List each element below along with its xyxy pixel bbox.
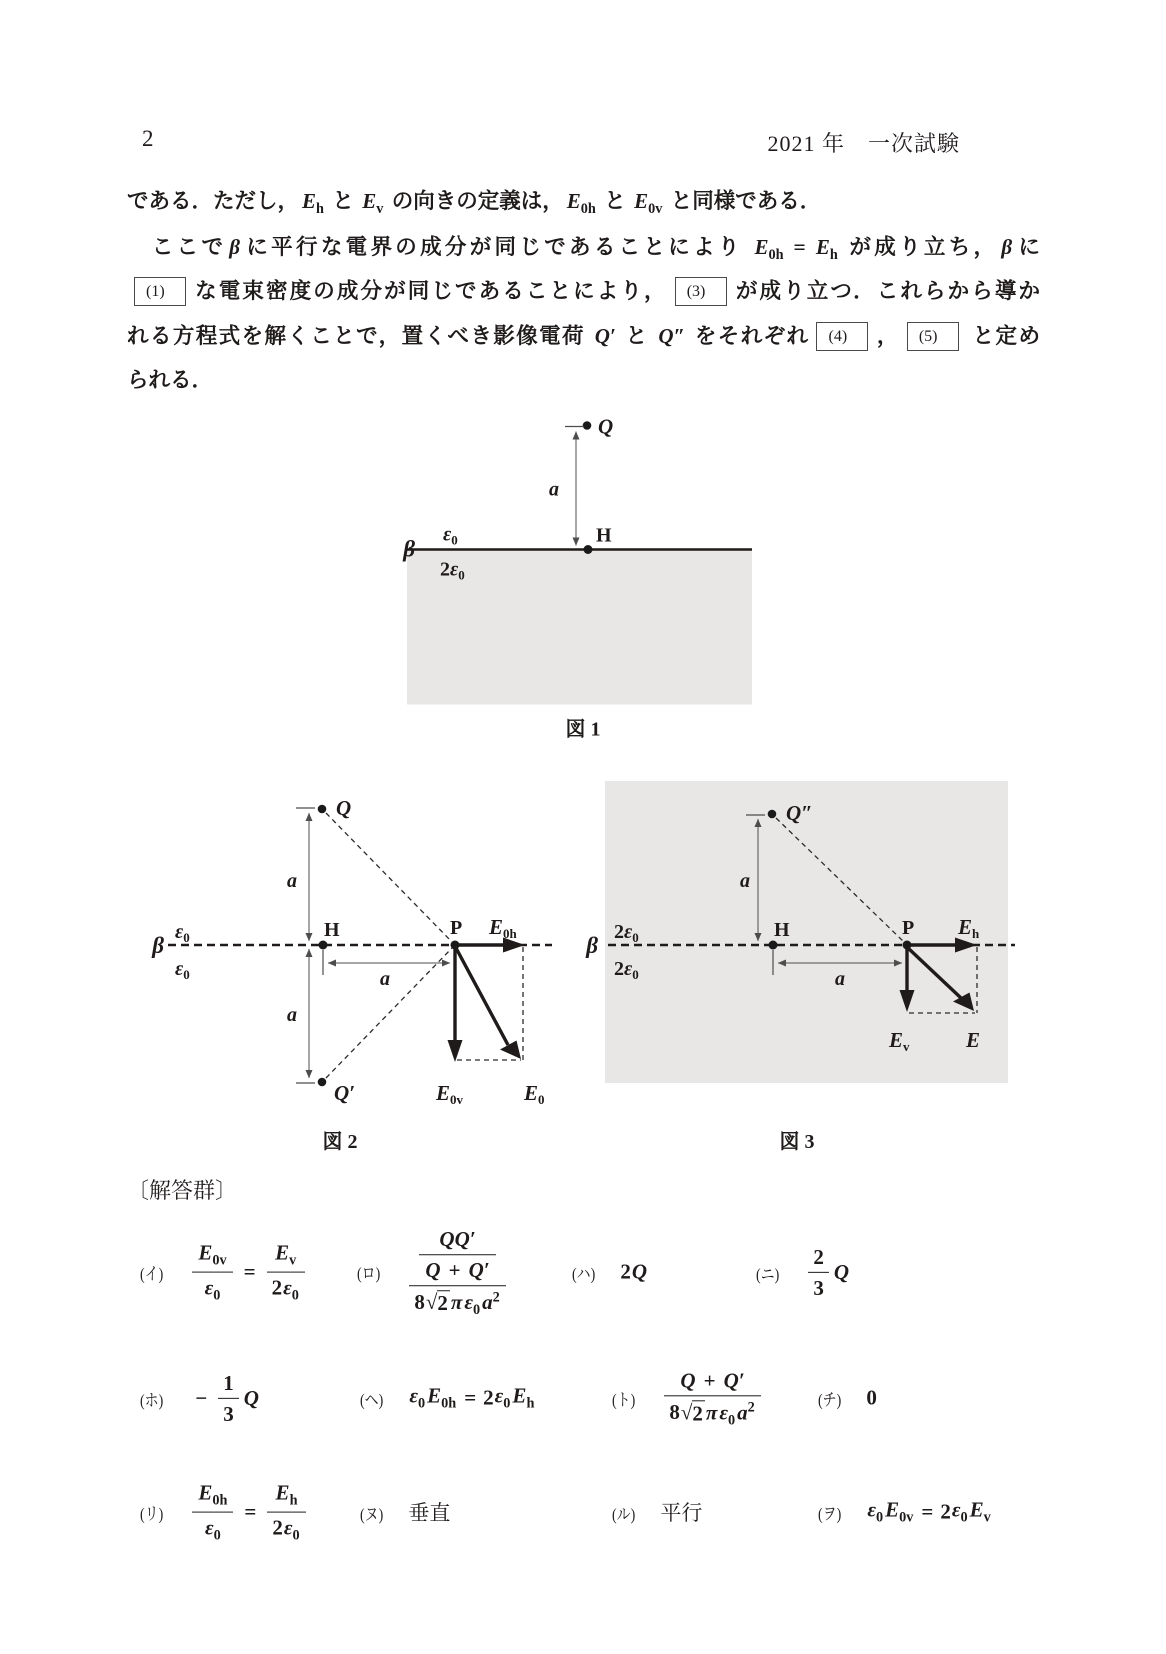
option-marker-nu: (ヌ) xyxy=(360,1504,384,1524)
answer-option-nu xyxy=(360,1497,450,1527)
fig2-e0h-label: E0h xyxy=(489,915,517,941)
answer-option-ru xyxy=(612,1497,702,1527)
fig1-charge-q-point xyxy=(583,421,592,430)
option-marker-ha: (ハ) xyxy=(572,1264,596,1284)
option-formula-wo: $\varepsilon_0$ $E_{0v}$ = 2 $\varepsilon_0$ $E_v$ xyxy=(867,1497,991,1526)
answer-option-he xyxy=(360,1384,535,1413)
paragraph-line-1: である．ただし， $E_h$ と $E_v$ の向きの定義は， $E_{0h}$ と $E_{0v}$ と同様である． xyxy=(127,189,822,217)
fig3-epsilon-above-label: $2\varepsilon_0$ xyxy=(614,921,639,945)
fig1-caption: 図 1 xyxy=(565,718,601,741)
fig1-epsilon-below-label: $2\varepsilon_0$ xyxy=(440,558,465,583)
option-formula-ro: $\frac{QQ'}{Q + Q'}$ 8 √ 2 $\pi\varepsilon_0a^2$ xyxy=(405,1225,509,1319)
figure-1 xyxy=(378,395,773,745)
fig2-line-q-to-p xyxy=(326,813,452,942)
fig3-p-label: P xyxy=(902,917,915,939)
fig3-point-h xyxy=(769,941,778,950)
option-marker-ho: (ホ) xyxy=(140,1390,164,1410)
answer-option-ri xyxy=(140,1480,310,1545)
option-marker-ru: (ル) xyxy=(612,1504,636,1524)
option-marker-he: (ヘ) xyxy=(360,1390,384,1410)
fig2-vector-e0v-head xyxy=(448,1040,463,1062)
paragraph-line-5: られる． xyxy=(127,368,214,392)
answer-option-wo xyxy=(818,1498,992,1527)
fig2-e0-label: E0 xyxy=(524,1081,545,1107)
option-marker-i: (イ) xyxy=(140,1264,164,1284)
option-formula-ha: 2 Q xyxy=(620,1259,647,1284)
header-exam-title: 2021 年 一次試験 xyxy=(767,131,960,156)
fig2-vector-e0-head xyxy=(500,1041,521,1060)
fig3-dielectric-region xyxy=(605,781,1008,1083)
fig2-a-horiz-label: a xyxy=(380,968,390,990)
fig3-caption: 図 3 xyxy=(779,1131,815,1153)
page-number: 2 xyxy=(142,126,154,151)
figure-2 xyxy=(115,755,565,1160)
option-marker-chi: (チ) xyxy=(818,1390,842,1410)
fig2-h-label: H xyxy=(324,919,340,941)
fig1-q-label: Q xyxy=(598,414,614,439)
fig3-epsilon-below-label: $2\varepsilon_0$ xyxy=(614,958,639,982)
fig2-epsilon-below-label: $\varepsilon_0$ xyxy=(175,958,190,982)
option-marker-to: (ト) xyxy=(612,1390,636,1410)
paragraph-line-3: (1) な電束密度の成分が同じであることにより， (3) が成り立つ．これらから導か xyxy=(127,274,1040,308)
fig2-a-upper-label: a xyxy=(287,870,297,892)
answer-option-ni xyxy=(756,1244,850,1300)
fig2-a-lower-label: a xyxy=(287,1004,297,1026)
fig2-point-h xyxy=(319,941,328,950)
fig2-epsilon-above-label: $\varepsilon_0$ xyxy=(175,921,190,945)
paragraph-line-2: ここで β に平行な電界の成分が同じであることにより $E_{0h} = E_h$ が成り立ち， β に xyxy=(127,235,1040,263)
figure-3 xyxy=(555,740,1030,1160)
fig3-beta-label: β xyxy=(586,933,598,958)
fig3-ev-label: Ev xyxy=(889,1028,910,1054)
answer-option-chi xyxy=(818,1386,877,1411)
fig2-beta-label: β xyxy=(152,933,164,958)
option-formula-he: $\varepsilon_0$ $E_{0h}$ = 2 $\varepsilon_0$ $E_h$ xyxy=(409,1383,535,1412)
fig1-epsilon-above-label: $\varepsilon_0$ xyxy=(443,523,458,548)
option-marker-wo: (ヲ) xyxy=(818,1504,842,1524)
fig2-vector-e0 xyxy=(456,948,508,1045)
fig3-a-vert-label: a xyxy=(740,870,750,892)
option-formula-ri: $\frac{E_{0h}}{\varepsilon_0}$ = $\frac{E_h}{2\varepsilon_0}$ xyxy=(188,1480,309,1545)
fig3-eh-label: Eh xyxy=(958,915,980,941)
answer-option-ho xyxy=(140,1370,260,1426)
option-formula-to: Q + Q′ 8 √ 2 $\pi\varepsilon_0a^2$ xyxy=(660,1367,764,1428)
answer-option-ha xyxy=(572,1260,648,1285)
option-marker-ro: (ロ) xyxy=(357,1264,381,1284)
fig3-h-label: H xyxy=(774,919,790,941)
fig3-charge-qdprime-point xyxy=(768,810,777,819)
option-formula-ru: 平行 xyxy=(660,1501,703,1525)
option-marker-ni: (ニ) xyxy=(756,1264,780,1284)
fig3-e-label: E xyxy=(966,1028,981,1052)
fig3-qdprime-label: Q″ xyxy=(786,801,813,825)
fig1-h-label: H xyxy=(596,524,612,547)
fig3-a-horiz-label: a xyxy=(835,968,845,990)
answer-option-ro xyxy=(357,1225,510,1319)
answer-group-title: 〔解答群〕 xyxy=(127,1178,238,1203)
option-marker-ri: (リ) xyxy=(140,1504,164,1524)
option-formula-nu: 垂直 xyxy=(408,1501,451,1525)
fig2-caption: 図 2 xyxy=(322,1131,358,1153)
fig2-q-label: Q xyxy=(336,796,352,820)
answer-option-to xyxy=(612,1367,765,1428)
paragraph-line-4: れる方程式を解くことで，置くべき影像電荷 Q′ と Q″ をそれぞれ (4) ， (5) と定め xyxy=(127,319,1040,353)
option-formula-chi: 0 xyxy=(866,1385,877,1410)
answer-option-i xyxy=(140,1240,309,1305)
option-formula-ho: − $\frac{1}{3}$ Q xyxy=(195,1370,259,1426)
fig1-beta-label: β xyxy=(403,536,415,562)
option-formula-ni: $\frac{2}{3}$ Q xyxy=(804,1244,850,1300)
fig2-e0v-label: E0v xyxy=(436,1081,464,1107)
fig1-a-label: a xyxy=(549,478,559,501)
fig2-qprime-label: Q′ xyxy=(334,1081,356,1105)
option-formula-i: $\frac{E_{0v}}{\varepsilon_0}$ = $\frac{E_v}{2\varepsilon_0}$ xyxy=(188,1240,309,1305)
fig2-charge-qprime-point xyxy=(318,1078,327,1087)
fig2-p-label: P xyxy=(450,917,463,939)
fig1-point-h xyxy=(584,545,593,554)
fig2-charge-q-point xyxy=(318,805,327,814)
